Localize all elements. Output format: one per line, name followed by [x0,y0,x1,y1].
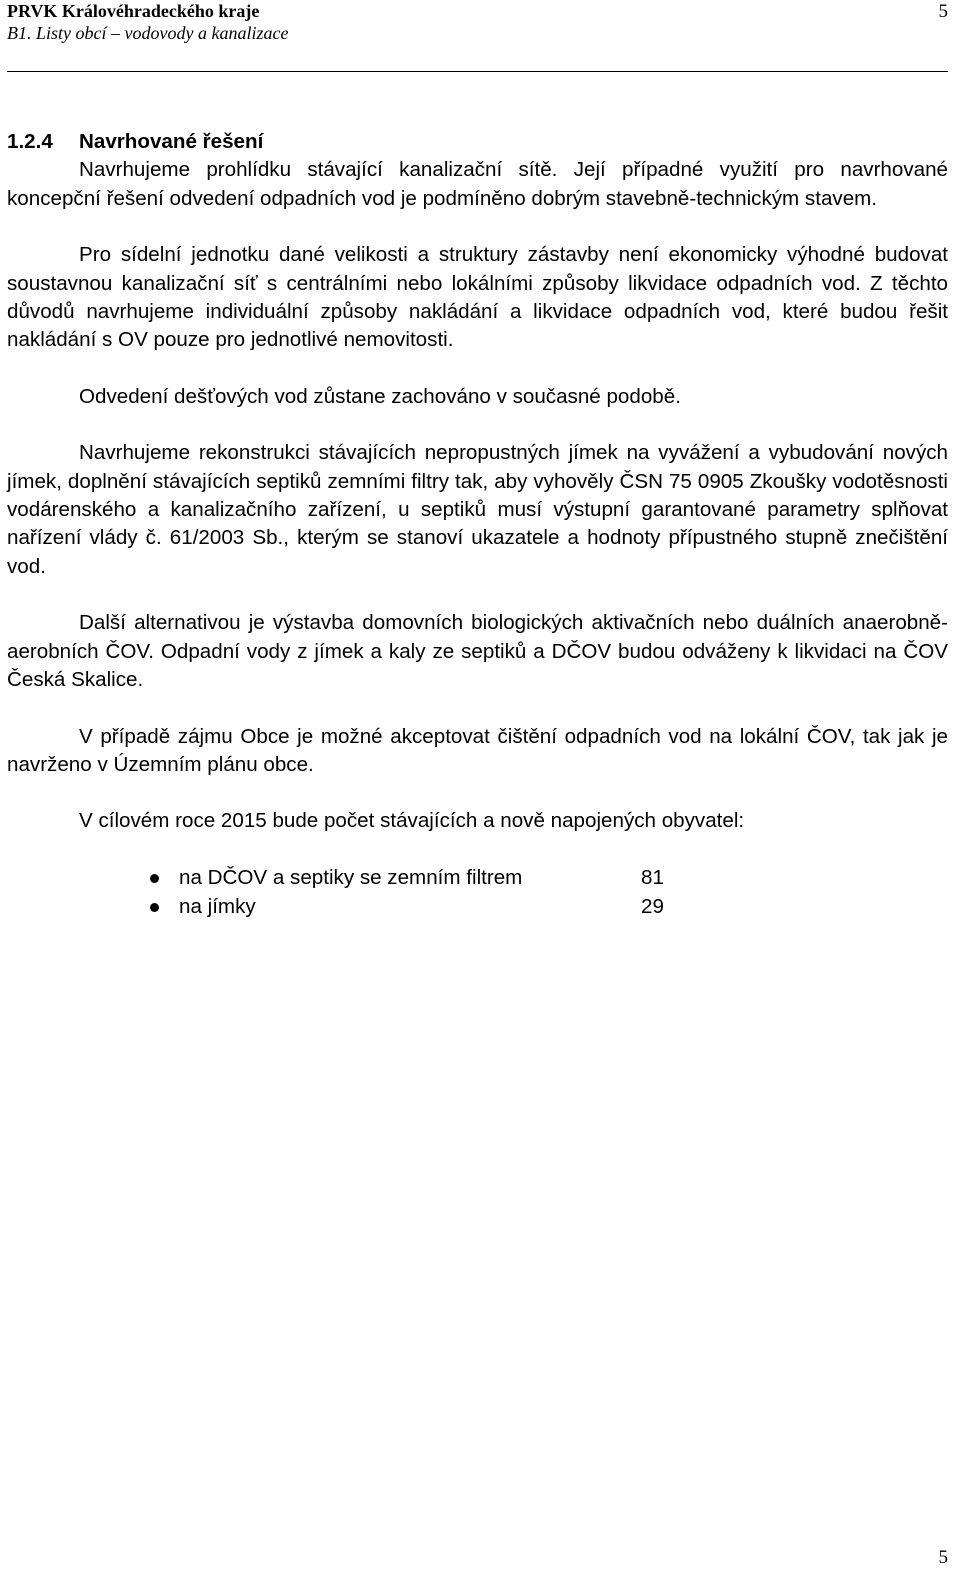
header-divider [7,71,948,72]
paragraph: Další alternativou je výstavba domovních biologických aktivačních nebo duálních anaerobně-aerobních ČOV. Odpadní vody z jímek a kaly ze septiků a DČOV budou odváženy k likvidaci na ČOV Česká Skalice. [7,611,948,692]
section-title: Navrhované řešení [79,130,264,153]
paragraph: Navrhujeme prohlídku stávající kanalizační sítě. Její případné využití pro navrhované koncepční řešení odvedení odpadních vod je podmíněno dobrým stavebně-technickým stavem. [7,158,948,210]
bullet-icon [150,903,159,912]
page-header [7,0,948,75]
paragraph: V případě zájmu Obce je možné akceptovat čištění odpadních vod na lokální ČOV, tak jak je navrženo v Územním plánu obce. [7,724,948,776]
list-item-label: na DČOV a septiky se zemním filtrem [179,865,523,889]
paragraph: V cílovém roce 2015 bude počet stávajících a nově napojených obyvatel: [79,809,745,833]
population-list [7,864,948,923]
paragraph: Navrhujeme rekonstrukci stávajících nepropustných jímek na vyvážení a vybudování nových jímek, doplnění stávajících septiků zemními filtry tak, aby vyhověly ČSN 75 0905 Zkoušky vodotěsnosti vodárenského a kanalizačního zařízení, u septiků musí výstupní garantované parametry splňovat nařízení vlády č. 61/2003 Sb., kterým se stanoví ukazatele a hodnoty přípustného stupně znečištění vod. [7,441,948,578]
list-item [7,893,948,922]
list-item-label: na jímky [179,895,256,919]
bullet-icon [150,874,159,883]
section-number: 1.2.4 [7,130,53,153]
list-item [7,864,948,893]
list-item-value: 81 [641,865,664,889]
paragraph: Odvedení dešťových vod zůstane zachováno v současné podobě. [79,384,681,408]
document-title: PRVK Královéhradeckého kraje [7,1,260,21]
footer-page-number: 5 [938,1547,948,1568]
section-heading [7,128,948,156]
document-subtitle: B1. Listy obcí – vodovody a kanalizace [7,23,289,43]
paragraph: Pro sídelní jednotku dané velikosti a struktury zástavby není ekonomicky výhodné budovat soustavnou kanalizační síť s centrálními nebo lokálními způsoby likvidace odpadních vod. Z těchto důvodů navrhujeme individuální způsoby nakládání a likvidace odpadních vod, které budou řešit nakládání s OV pouze pro jednotlivé nemovitosti. [7,243,948,352]
header-page-number: 5 [938,1,948,22]
document-body [7,128,948,923]
list-item-value: 29 [641,895,664,919]
